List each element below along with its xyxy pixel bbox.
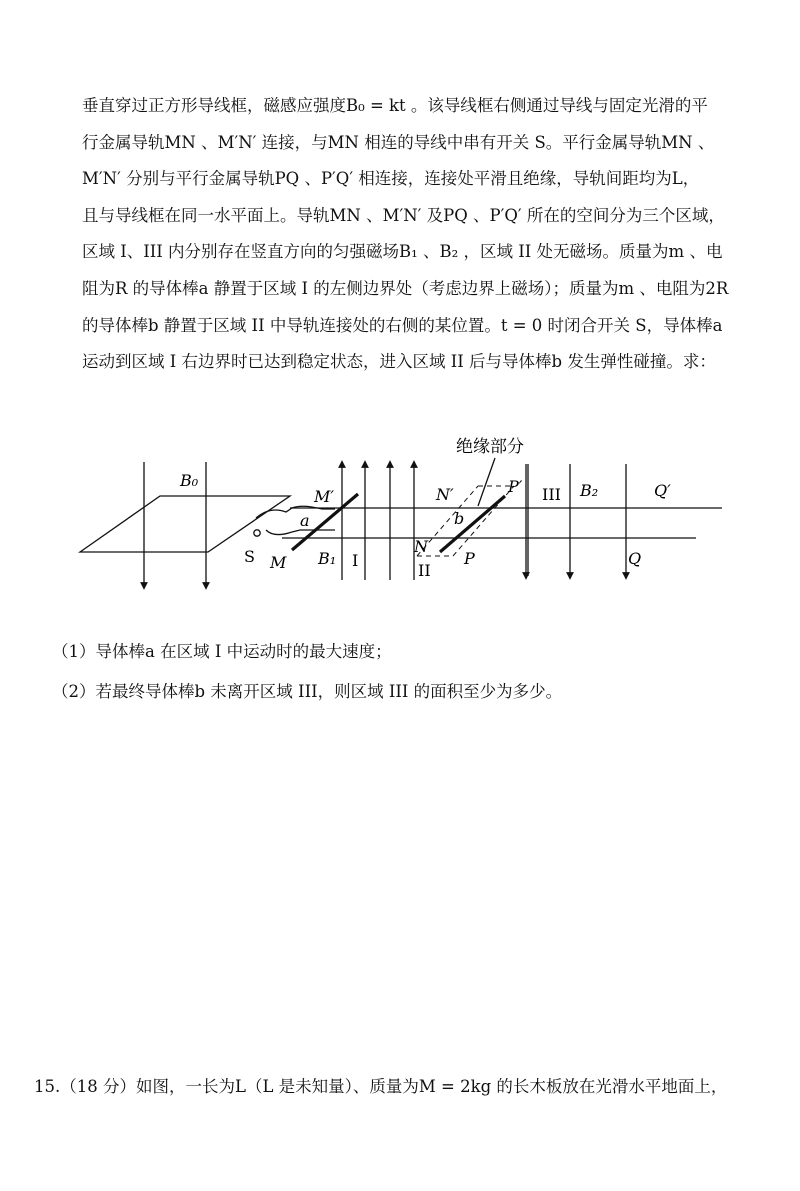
text-line: 阻为R 的导体棒a 静置于区域 I 的左侧边界处（考虑边界上磁场）；质量为m 、电阻为2R — [82, 278, 729, 298]
label-p: P — [464, 549, 475, 568]
square-wire-frame — [80, 496, 290, 552]
text-line: 且与导线框在同一水平面上。导轨MN 、M′N′ 及PQ 、P′Q′ 所在的空间分为三个区域， — [82, 205, 725, 225]
label-b1: B₁ — [318, 549, 337, 568]
label-n: N — [414, 537, 428, 556]
insulated-pointer — [478, 458, 495, 506]
problem-15-text: 15.（18 分）如图，一长为L（L 是未知量）、质量为M = 2kg 的长木板放在光滑水平地面上， — [34, 1077, 728, 1096]
label-m: M — [270, 553, 287, 572]
rod-b — [440, 496, 505, 552]
question-2: （2）若最终导体棒b 未离开区域 III，则区域 III 的面积至少为多少。 — [52, 682, 563, 701]
label-b: b — [454, 509, 465, 528]
label-insulated: 绝缘部分 — [456, 437, 524, 457]
text-line: 的导体棒b 静置于区域 II 中导轨连接处的右侧的某位置。t = 0 时闭合开关 S，导体棒a — [82, 315, 723, 335]
text-line: M′N′ 分别与平行金属导轨PQ 、P′Q′ 相连接，连接处平滑且绝缘，导轨间距均为L， — [82, 169, 700, 189]
circuit-figure — [60, 434, 740, 594]
label-p-prime: P′ — [508, 477, 523, 496]
text-line: 区域 I、III 内分别存在竖直方向的匀强磁场B₁ 、B₂ ，区域 II 处无磁场。质量为m 、电 — [82, 242, 723, 262]
label-b2: B₂ — [580, 481, 599, 500]
switch-contact — [254, 530, 260, 536]
text-line: 垂直穿过正方形导线框，磁感应强度B₀ = kt 。该导线框右侧通过导线与固定光滑的平 — [82, 96, 708, 115]
label-region-2: II — [418, 561, 431, 580]
connection-wire — [266, 530, 335, 535]
label-b0: B₀ — [180, 471, 199, 490]
label-q-prime: Q′ — [654, 481, 671, 500]
question-1: （1）导体棒a 在区域 I 中运动时的最大速度； — [52, 642, 392, 661]
label-n-prime: N′ — [436, 485, 454, 504]
text-line: 运动到区域 I 右边界时已达到稳定状态，进入区域 II 后与导体棒b 发生弹性碰撞。求： — [82, 352, 716, 372]
label-m-prime: M′ — [314, 487, 335, 506]
problem-14-text — [82, 88, 742, 381]
label-a: a — [300, 511, 310, 530]
label-q: Q — [628, 549, 642, 568]
label-region-1: I — [352, 551, 359, 570]
text-line: 行金属导轨MN 、M′N′ 连接，与MN 相连的导线中串有开关 S。平行金属导轨MN 、 — [82, 132, 715, 152]
label-switch: S — [244, 547, 255, 566]
label-region-3: III — [542, 485, 561, 504]
